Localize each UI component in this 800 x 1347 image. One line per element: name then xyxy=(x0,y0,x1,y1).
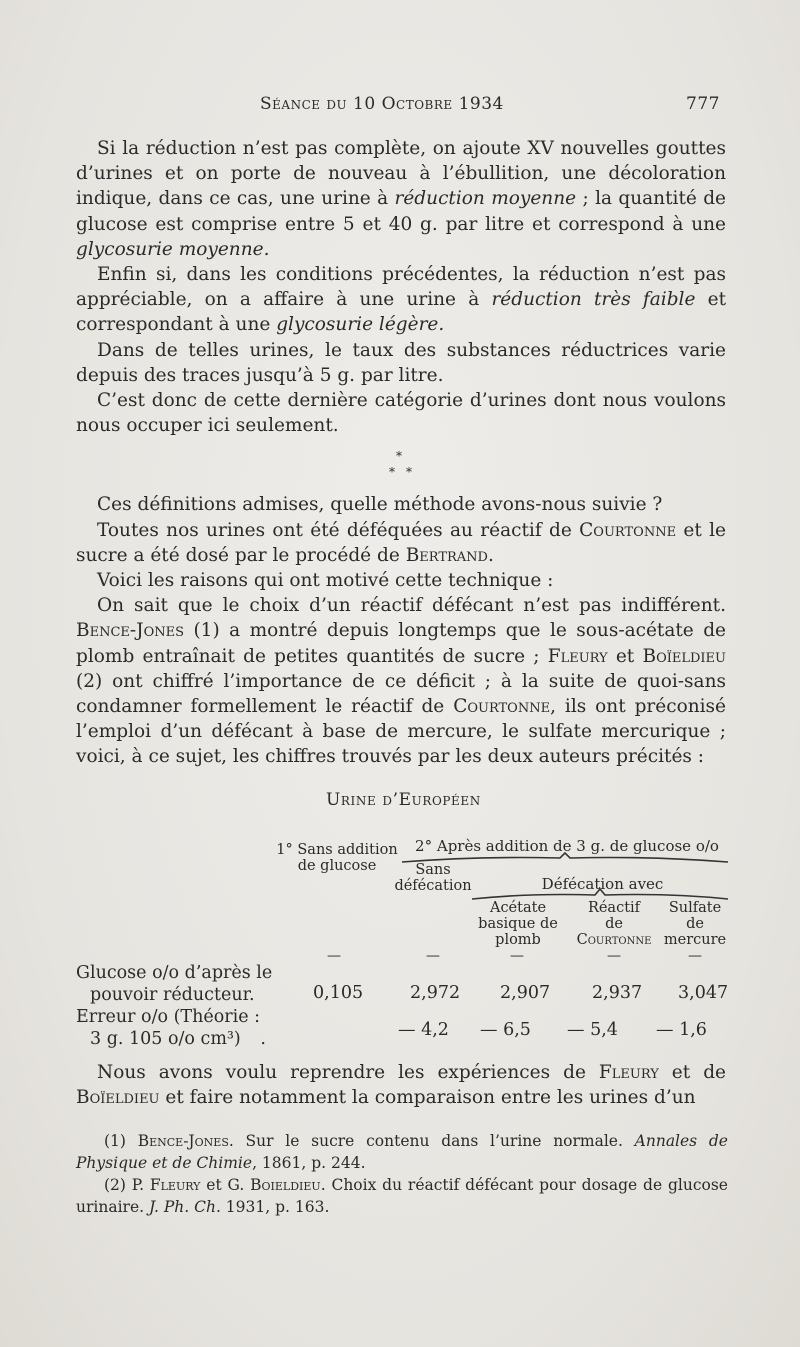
table-cell: 3,047 xyxy=(678,983,729,1003)
paragraph: Ces définitions admises, quelle méthode avons-nous suivie ? xyxy=(97,494,663,516)
column-header-reactif: Réactif de Courtonne xyxy=(576,900,652,948)
dash: — xyxy=(327,948,341,964)
footnote-2: (2) P. Fleury et G. Boieldieu. Choix du réactif défécant pour dosage de glucose urinaire. J. Ph. Ch. 1931, p. 163. xyxy=(76,1176,728,1216)
column-header-sulfate: Sulfate de mercure xyxy=(663,900,727,948)
asterisk-icon: * xyxy=(406,465,412,480)
section-ornament xyxy=(76,438,726,492)
paragraph: Toutes nos urines ont été déféquées au réactif de Courtonne et le sucre a été dosé par le procédé de Bertrand. xyxy=(76,519,726,566)
asterisk-icon: * xyxy=(389,465,395,480)
main-text xyxy=(76,136,726,770)
footnote-1: (1) Bence-Jones. Sur le sucre contenu dans l’urine normale. Annales de Physique et de Chimie, 1861, p. 244. xyxy=(76,1132,728,1172)
paragraph: Nous avons voulu reprendre les expériences de Fleury et de Boïeldieu et faire notamment la comparaison entre les urines d’un xyxy=(76,1062,726,1109)
paragraph: Enfin si, dans les conditions précédentes, la réduction n’est pas appréciable, on a affaire à une urine à réduction très faible et correspondant à une glycosurie légère. xyxy=(76,264,726,336)
table-cell: 2,972 xyxy=(410,983,461,1003)
row-label-glucose: Glucose o/o d’après le pouvoir réducteur. xyxy=(76,963,273,1005)
group-header-defecation-avec: Défécation avec xyxy=(541,875,664,893)
table-cell: 0,105 xyxy=(313,983,364,1003)
footnotes xyxy=(76,1130,728,1218)
table-title: Urine d’Européen xyxy=(326,790,481,810)
table-cell: — 1,6 xyxy=(656,1020,707,1040)
running-header xyxy=(260,94,720,114)
dash: — xyxy=(426,948,440,964)
paragraph: C’est donc de cette dernière catégorie d’urines dont nous voulons nous occuper ici seulement. xyxy=(76,390,726,437)
table-cell: — 4,2 xyxy=(398,1020,449,1040)
table-cell: 2,907 xyxy=(500,983,551,1003)
group-header-apres-addition: 2° Après addition de 3 g. de glucose o/o xyxy=(415,837,719,855)
paragraph: Si la réduction n’est pas complète, on ajoute XV nouvelles gouttes d’urines et on porte de nouveau à l’ébullition, une décoloration indique, dans ce cas, une urine à réduction moyenne ; la quantité de glucose est comprise entre 5 et 40 g. par litre et correspond à une glycosurie moyenne. xyxy=(76,138,726,260)
table-cell: 2,937 xyxy=(592,983,643,1003)
closing-text xyxy=(76,1060,726,1110)
paragraph: On sait que le choix d’un réactif défécant n’est pas indifférent. Bence-Jones (1) a montré depuis longtemps que le sous-acétate de plomb entraînait de petites quantités de sucre ; Fleury et Boïeldieu (2) ont chiffré l’importance de ce déficit ; à la suite de quoi-sans condamner formellement le réactif de Courtonne, ils ont préconisé l’emploi d’un défécant à base de mercure, le sulfate mercurique ; voici, à ce sujet, les chiffres trouvés par les deux auteurs précités : xyxy=(76,595,726,768)
table-cell: — 6,5 xyxy=(480,1020,531,1040)
column-header-sans-defecation: Sans défécation xyxy=(394,862,472,894)
row-label-erreur: Erreur o/o (Théorie : 3 g. 105 o/o cm³) . xyxy=(76,1007,266,1049)
paragraph: Dans de telles urines, le taux des substances réductrices varie depuis des traces jusqu’à 5 g. par litre. xyxy=(76,339,726,386)
column-header-sans-addition: 1° Sans addition de glucose xyxy=(276,842,398,874)
paragraph: Voici les raisons qui ont motivé cette technique : xyxy=(97,570,554,592)
asterisk-icon: * xyxy=(396,449,402,464)
column-header-acetate: Acétate basique de plomb xyxy=(478,900,558,948)
running-title: Séance du 10 Octobre 1934 xyxy=(260,94,504,114)
dash: — xyxy=(607,948,621,964)
page-number: 777 xyxy=(686,94,720,114)
table-cell: — 5,4 xyxy=(567,1020,618,1040)
dash: — xyxy=(688,948,702,964)
dash: — xyxy=(510,948,524,964)
